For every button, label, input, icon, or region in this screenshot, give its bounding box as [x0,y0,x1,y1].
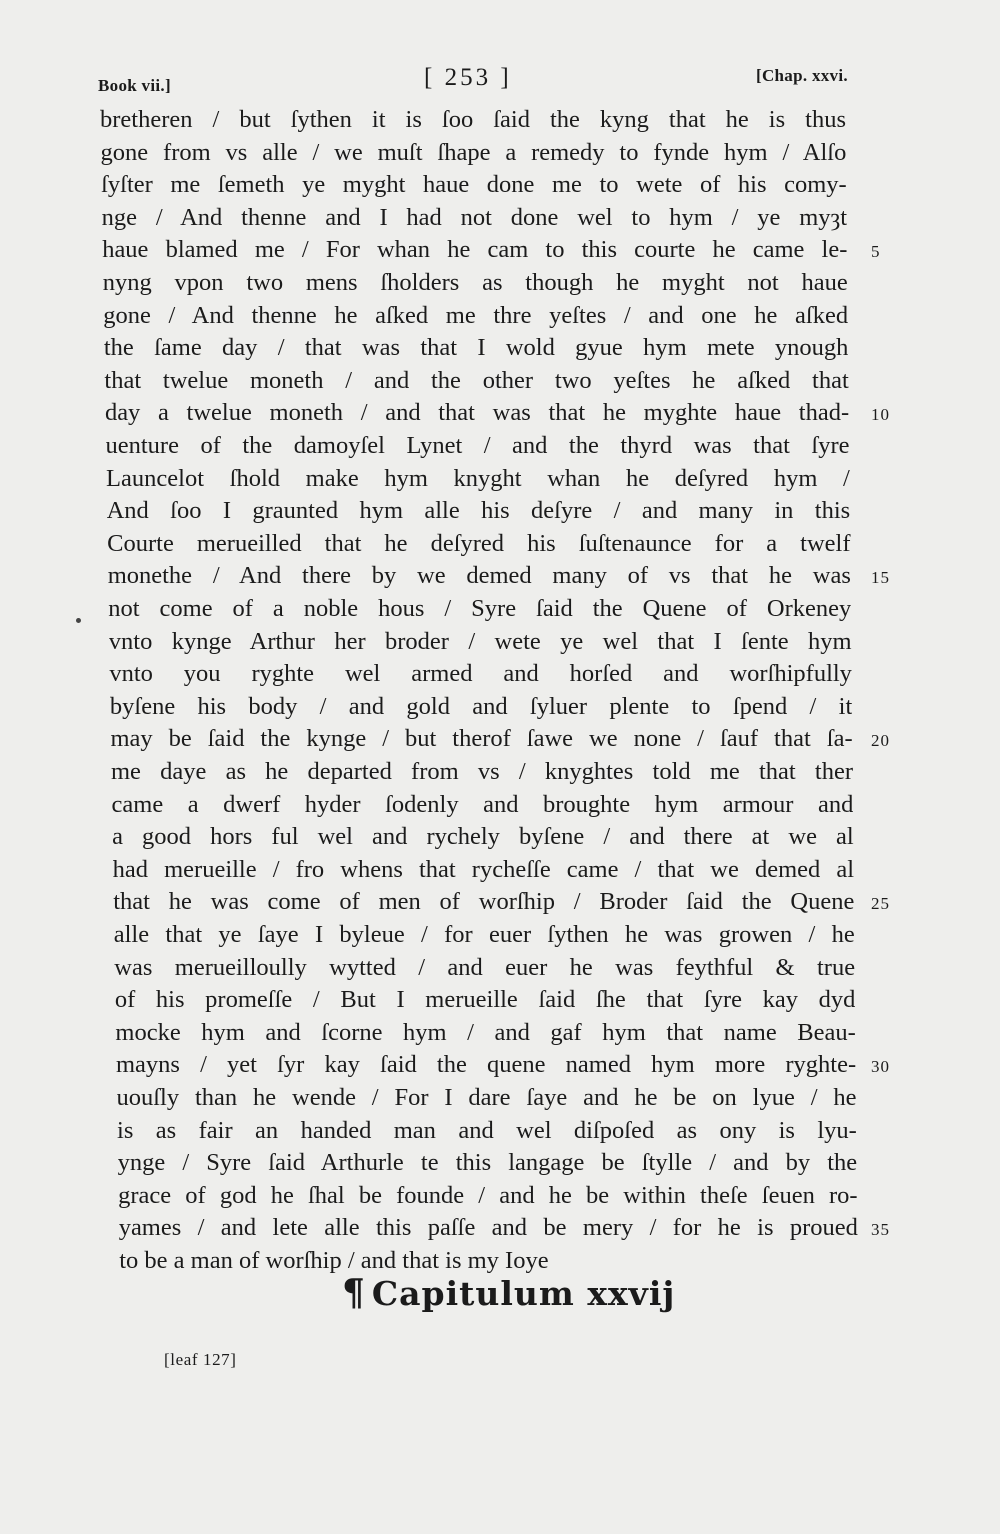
text-line: may be ſaid the kynge / but therof ſawe we none / ſauf that ſa- [110,725,853,753]
text-line: is as fair an handed man and wel diſpoſed as ony is lyu- [117,1116,857,1144]
text-line: that twelue moneth / and the other two yeſtes he aſked that [104,366,849,394]
leaf-note: [leaf 127] [164,1350,237,1369]
line-number: 30 [871,1057,890,1077]
pilcrow-mark: ¶ [342,1272,366,1314]
text-line: alle that ye ſaye I byleue / for euer ſythen he was growen / he [113,921,855,948]
text-line: day a twelue moneth / and that was that he myghte haue thad- [104,399,850,427]
text-line: not come of a noble hous / Syre ſaid the Quene of Orkeney [108,595,852,622]
line-number: 20 [871,731,890,751]
book-label: Book vii.] [98,76,171,95]
text-line: mayns / yet ſyr kay ſaid the quene named hym more ryghte- [115,1051,857,1079]
text-line: ſyſter me ſemeth ye myght haue done me to wete of his comy- [101,171,847,199]
text-line: uouſly than he wende / For I dare ſaye and he be on lyue / he [116,1084,857,1111]
text-line: came a dwerf hyder ſodenly and broughte hym armour and [111,790,854,818]
line-number: 25 [871,894,890,914]
text-line: monethe / And there by we demed many of vs that he was [107,562,851,590]
text-line: nge / And thenne and I had not done wel to hym / ye myȝt [101,203,848,231]
text-line: yames / and lete alle this paſſe and be mery / for he is proued [118,1214,858,1242]
text-line: uenture of the damoyſel Lynet / and the thyrd was that ſyre [105,432,850,459]
text-line: grace of god he ſhal be founde / and he be within theſe ſeuen ro- [118,1181,858,1209]
line-number: 35 [871,1220,890,1240]
running-header [0,64,1000,94]
line-number: 15 [871,568,890,588]
text-line: was merueilloully wytted / and euer he was feythful & true [114,953,856,981]
chapter-heading [342,1272,675,1314]
text-line: had merueille / fro whens that rycheſſe came / that we demed al [112,855,855,883]
text-line: gone / And thenne he aſked me thre yeſtes / and one he aſked [103,301,849,329]
text-line: to be a man of worſhip / and that is my Ioye [119,1247,549,1274]
text-line: And ſoo I graunted hym alle his deſyre / and many in this [106,497,851,525]
text-line: bretheren / but ſythen it is ſoo ſaid the kyng that he is thus [100,106,846,133]
text-line: Launcelot ſhold make hym knyght whan he deſyred hym / [106,464,850,492]
text-line: me daye as he departed from vs / knyghtes told me that ther [111,758,853,785]
text-line: haue blamed me / For whan he cam to this courte he came le- [102,236,848,264]
text-line: gone from vs alle / we muſt ſhape a remedy to fynde hym / Alſo [100,138,847,166]
line-number: 10 [871,405,890,425]
text-line: that he was come of men of worſhip / Broder ſaid the Quene [113,888,855,916]
text-line: nyng vpon two mens ſholders as though he myght not haue [102,269,848,296]
text-line: vnto kynge Arthur her broder / wete ye wel that I ſente hym [108,627,852,655]
text-line: the ſame day / that was that I wold gyue hym mete ynough [103,334,849,362]
text-line: byſene his body / and gold and ſyluer plente to ſpend / it [109,692,853,720]
line-number: 5 [871,242,881,262]
page-number: [ 253 ] [424,64,512,91]
text-line: a good hors ful wel and rychely byſene / and there at we al [112,823,854,851]
text-line: mocke hym and ſcorne hym / and gaf hym that name Beau- [115,1018,856,1046]
margin-mark [76,618,81,623]
text-line: of his promeſſe / But I merueille ſaid ſhe that ſyre kay dyd [114,986,856,1014]
text-line: Courte merueilled that he deſyred his ſuſtenaunce for a twelf [107,529,851,557]
text-line: vnto you ryghte wel armed and horſed and worſhipfully [109,660,852,688]
chapter-label: [Chap. xxvi. [756,66,848,85]
chapter-heading-text: Capitulum xxvij [371,1274,676,1313]
text-line: ynge / Syre ſaid Arthurle te this langage be ſtylle / and by the [117,1149,858,1177]
